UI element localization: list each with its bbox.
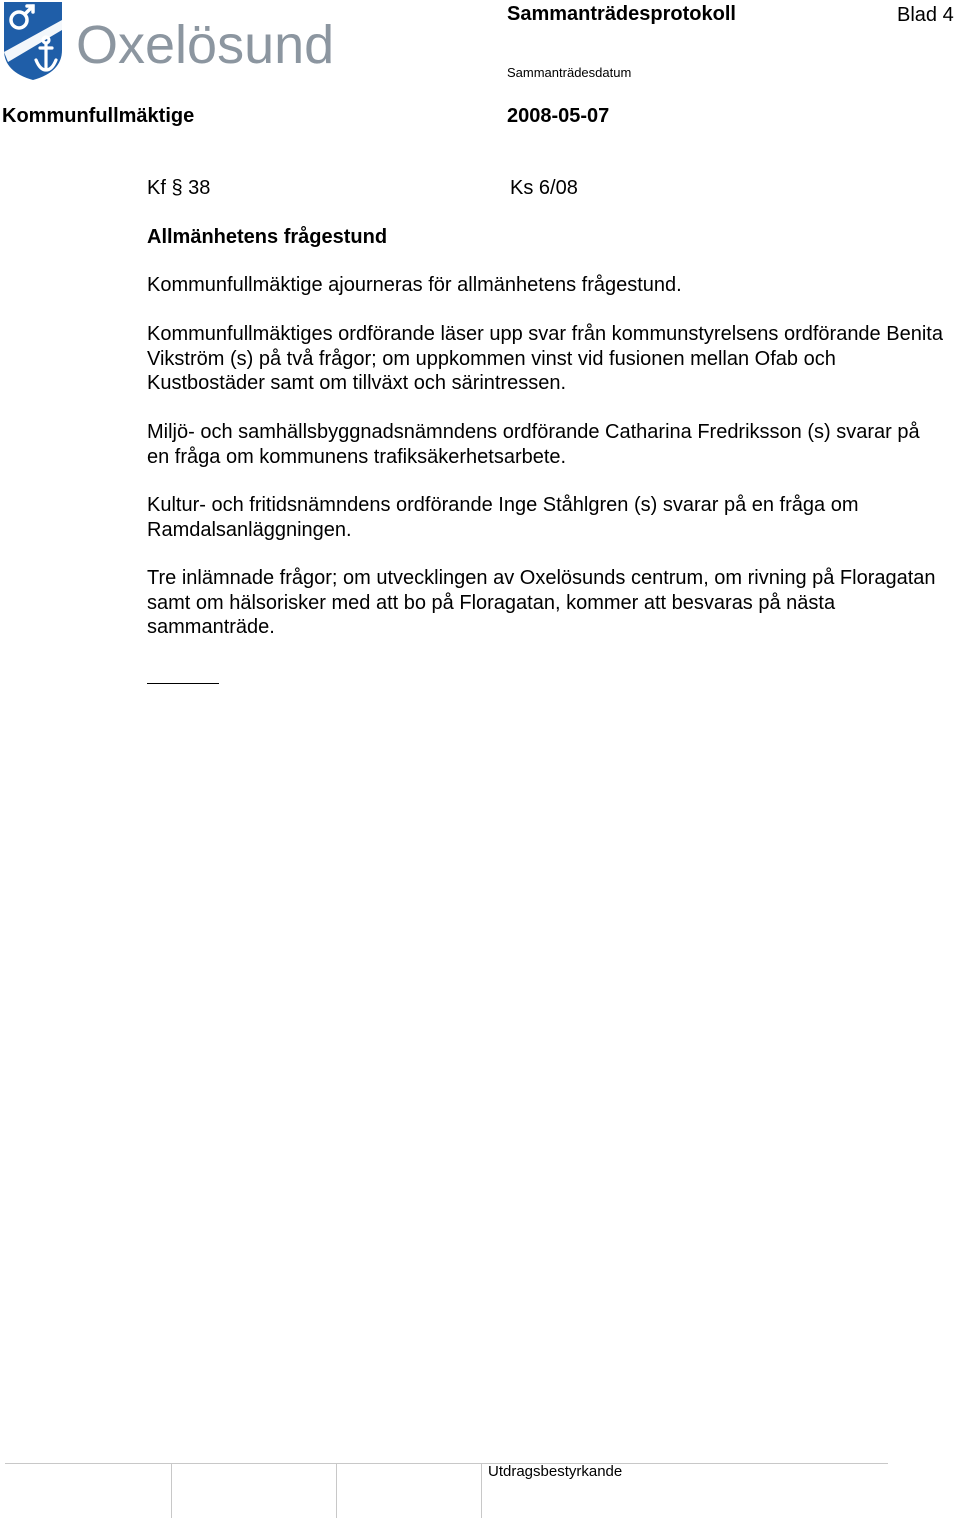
page-number: Blad 4 — [897, 4, 954, 26]
signature-box-divider — [171, 1463, 172, 1518]
ks-case-ref: Ks 6/08 — [510, 177, 578, 199]
paragraph: Kultur- och fritidsnämndens ordförande Inge Ståhlgren (s) svarar på en fråga om Ramdalsanläggningen. — [147, 494, 859, 541]
item-title: Allmänhetens frågestund — [147, 226, 388, 248]
paragraph: Miljö- och samhällsbyggnadsnämndens ordförande Catharina Fredriksson (s) svarar på en fråga om kommunens trafiksäkerhetsarbete. — [147, 421, 920, 468]
paragraph: Kommunfullmäktige ajourneras för allmänhetens frågestund. — [147, 274, 682, 296]
signature-box-divider — [336, 1463, 337, 1518]
oxelosund-logo — [0, 0, 345, 82]
governing-body: Kommunfullmäktige — [2, 105, 195, 127]
document-type: Sammanträdesprotokoll — [507, 3, 736, 25]
kf-paragraph-ref: Kf § 38 — [147, 177, 211, 199]
paragraph: Kommunfullmäktiges ordförande läser upp svar från kommunstyrelsens ordförande Benita Vikström (s) på två frågor; om uppkommen vinst vid fusionen mellan Ofab och Kustbostäder samt om tillväxt och särintressen. — [147, 323, 943, 394]
footer-divider — [5, 1463, 888, 1464]
end-of-item-rule — [147, 683, 219, 684]
paragraph: Tre inlämnade frågor; om utvecklingen av Oxelösunds centrum, om rivning på Floragatan samt om hälsorisker med att bo på Floragatan, kommer att besvaras på nästa sammanträde. — [147, 567, 936, 638]
meeting-date-label: Sammanträdesdatum — [507, 65, 632, 80]
logo-wordmark: Oxelösund — [76, 15, 335, 75]
extract-certification-label: Utdragsbestyrkande — [488, 1463, 623, 1480]
signature-box-divider — [481, 1463, 482, 1518]
meeting-date: 2008-05-07 — [507, 105, 610, 127]
